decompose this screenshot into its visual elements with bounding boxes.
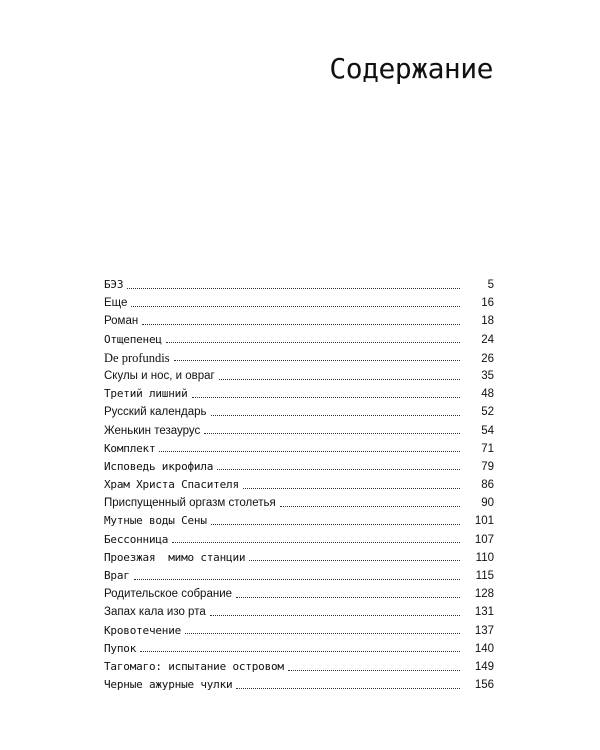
toc-entry[interactable] <box>104 458 494 476</box>
toc-entry-title: Родительское собрание <box>104 588 233 601</box>
page-title: Содержание <box>329 52 493 85</box>
dot-leader <box>140 650 460 652</box>
table-of-contents <box>104 276 494 694</box>
toc-entry-page-number: 137 <box>474 624 494 637</box>
toc-entry[interactable] <box>104 658 494 676</box>
dot-leader <box>166 341 460 343</box>
toc-entry[interactable] <box>104 640 494 658</box>
toc-entry-title: Исповедь икрофила <box>104 459 214 473</box>
dot-leader <box>243 487 460 489</box>
toc-entry-page-number: 107 <box>474 533 494 546</box>
toc-entry-title: Храм Христа Спасителя <box>104 478 239 492</box>
dot-leader <box>134 578 460 580</box>
dot-leader <box>280 505 460 507</box>
dot-leader <box>249 559 460 561</box>
toc-entry-page-number: 5 <box>487 279 494 291</box>
toc-entry[interactable] <box>104 585 494 603</box>
toc-entry-title: Мутные воды Сены <box>104 514 207 528</box>
toc-entry-page-number: 86 <box>481 479 494 492</box>
toc-entry-title: Черные ажурные чулки <box>104 678 233 692</box>
toc-entry-title: Комплект <box>104 441 156 455</box>
toc-entry-title: Проезжая мимо станции <box>104 550 246 564</box>
toc-entry-title: Кровотечение <box>104 623 182 637</box>
toc-entry[interactable] <box>104 312 494 330</box>
dot-leader <box>211 523 460 525</box>
toc-entry[interactable] <box>104 367 494 385</box>
toc-entry[interactable] <box>104 403 494 421</box>
dot-leader <box>219 378 460 380</box>
dot-leader <box>236 687 460 689</box>
toc-entry[interactable] <box>104 494 494 512</box>
dot-leader <box>204 432 460 434</box>
dot-leader <box>236 596 460 598</box>
toc-entry[interactable] <box>104 549 494 567</box>
toc-entry-title: Запах кала изо рта <box>104 606 206 619</box>
toc-entry-title: Тагомаго: испытание островом <box>104 659 284 673</box>
dot-leader <box>174 359 460 361</box>
dot-leader <box>217 468 460 470</box>
toc-entry[interactable] <box>104 294 494 312</box>
dot-leader <box>127 287 460 289</box>
toc-entry-title: Еще <box>104 297 128 310</box>
toc-entry-title: Отщепенец <box>104 332 162 346</box>
toc-entry[interactable] <box>104 512 494 530</box>
toc-entry-page-number: 79 <box>481 460 494 473</box>
toc-entry[interactable] <box>104 331 494 349</box>
toc-entry-page-number: 26 <box>481 352 494 365</box>
toc-entry[interactable] <box>104 567 494 585</box>
toc-entry-title: Женькин тезаурус <box>104 424 201 437</box>
toc-entry[interactable] <box>104 676 494 694</box>
dot-leader <box>211 414 461 416</box>
dot-leader <box>192 396 461 398</box>
toc-entry-page-number: 115 <box>475 570 494 582</box>
toc-entry-page-number: 131 <box>474 606 494 619</box>
toc-entry-title: Бессонница <box>104 532 169 546</box>
toc-entry-title: Враг <box>104 569 130 582</box>
toc-entry[interactable] <box>104 422 494 440</box>
toc-entry-page-number: 110 <box>475 551 494 564</box>
toc-entry-page-number: 101 <box>474 515 494 528</box>
toc-entry-title: Пупок <box>104 641 137 655</box>
dot-leader <box>185 632 460 634</box>
toc-entry-title: De profundis <box>104 350 170 365</box>
toc-entry[interactable] <box>104 531 494 549</box>
dot-leader <box>142 323 460 325</box>
dot-leader <box>210 614 460 616</box>
toc-entry-page-number: 90 <box>481 497 494 510</box>
toc-entry[interactable] <box>104 349 494 367</box>
toc-entry-title: Приспущенный оргазм столетья <box>104 497 276 510</box>
toc-entry-page-number: 156 <box>474 679 494 692</box>
toc-entry-page-number: 16 <box>481 297 494 310</box>
toc-entry[interactable] <box>104 276 494 294</box>
toc-entry[interactable] <box>104 385 494 403</box>
toc-entry-title: Русский календарь <box>104 406 207 419</box>
toc-entry-page-number: 71 <box>481 442 494 455</box>
toc-entry-page-number: 48 <box>481 388 494 401</box>
toc-entry-page-number: 128 <box>474 588 494 601</box>
toc-entry-page-number: 35 <box>481 369 494 382</box>
toc-entry-title: Третий лишний <box>104 387 188 401</box>
toc-entry-page-number: 140 <box>474 642 494 655</box>
toc-entry-title: БЭЗ <box>104 278 124 291</box>
toc-entry-page-number: 24 <box>481 333 494 346</box>
dot-leader <box>172 541 460 543</box>
toc-entry-page-number: 54 <box>481 424 494 437</box>
toc-entry[interactable] <box>104 622 494 640</box>
toc-entry[interactable] <box>104 440 494 458</box>
dot-leader <box>159 450 460 452</box>
toc-entry-page-number: 18 <box>481 315 494 328</box>
dot-leader <box>288 669 460 671</box>
toc-entry-title: Скулы и нос, и овраг <box>104 369 215 382</box>
toc-entry-page-number: 149 <box>474 660 494 673</box>
toc-entry[interactable] <box>104 603 494 621</box>
toc-entry-title: Роман <box>104 315 139 328</box>
toc-entry[interactable] <box>104 476 494 494</box>
dot-leader <box>131 305 460 307</box>
toc-entry-page-number: 52 <box>481 406 494 419</box>
